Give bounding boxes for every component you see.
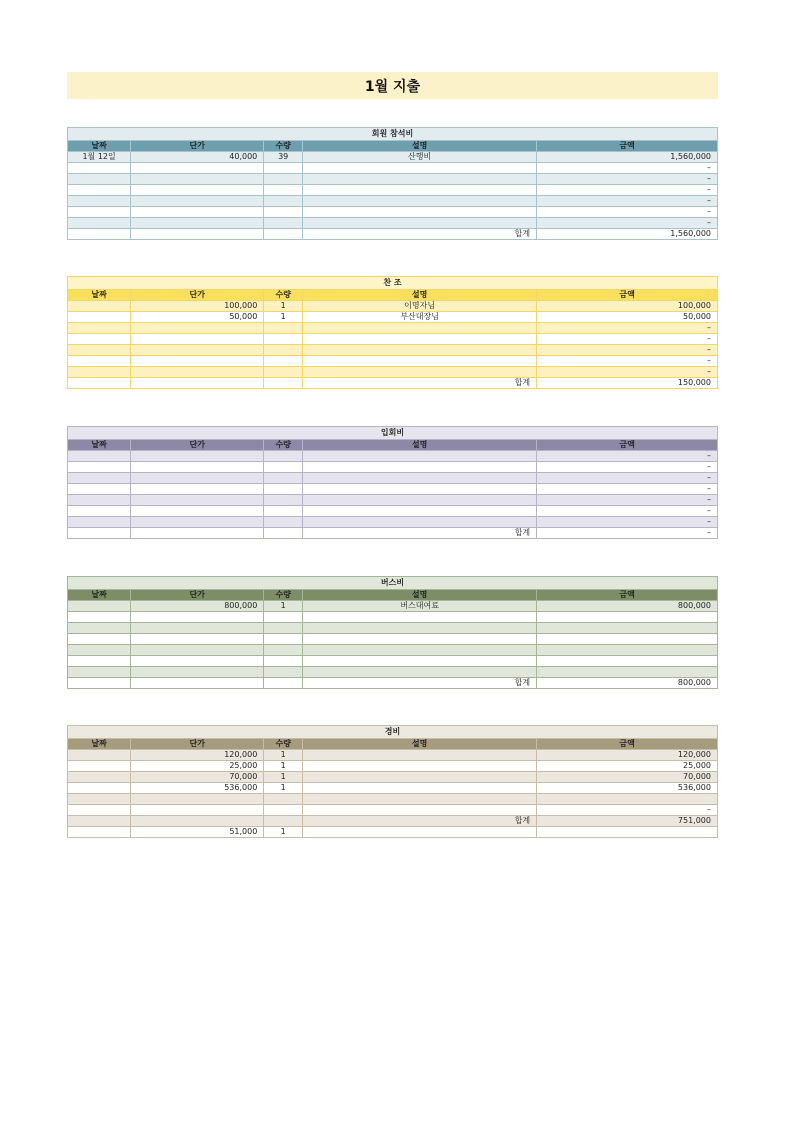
cell-date <box>68 805 131 816</box>
header-desc: 설명 <box>303 440 537 451</box>
cell-amount <box>537 645 718 656</box>
cell-date: 1월 12일 <box>68 152 131 163</box>
cell-date <box>68 301 131 312</box>
total-label: 합계 <box>303 378 537 389</box>
table-row <box>68 750 718 761</box>
cell-amount: 100,000 <box>537 301 718 312</box>
header-date: 날짜 <box>68 141 131 152</box>
table-row <box>68 473 718 484</box>
cell-desc <box>303 783 537 794</box>
cell-amount: – <box>537 495 718 506</box>
cell-price <box>131 484 264 495</box>
cell-qty <box>264 645 303 656</box>
cell-amount: – <box>537 367 718 378</box>
cell-qty <box>264 473 303 484</box>
section-expenses <box>67 725 718 838</box>
table-row <box>68 367 718 378</box>
cell-amount: 800,000 <box>537 601 718 612</box>
cell-desc <box>303 218 537 229</box>
cell-date <box>68 783 131 794</box>
table-row <box>68 356 718 367</box>
cell-date <box>68 667 131 678</box>
cell-desc <box>303 761 537 772</box>
total-amount: 751,000 <box>537 816 718 827</box>
section-title: 입회비 <box>68 427 718 440</box>
cell-date <box>68 623 131 634</box>
header-amount: 금액 <box>537 739 718 750</box>
cell-qty <box>264 517 303 528</box>
cell-desc <box>303 163 537 174</box>
cell-amount: 25,000 <box>537 761 718 772</box>
table-row <box>68 601 718 612</box>
header-amount: 금액 <box>537 440 718 451</box>
cell-desc: 부산대장님 <box>303 312 537 323</box>
cell-qty <box>264 623 303 634</box>
header-amount: 금액 <box>537 141 718 152</box>
cell-price <box>131 356 264 367</box>
table-row <box>68 451 718 462</box>
cell-amount <box>537 667 718 678</box>
table-row <box>68 218 718 229</box>
expense-table <box>67 127 718 240</box>
header-row <box>68 290 718 301</box>
cell-amount: 1,560,000 <box>537 152 718 163</box>
header-row <box>68 739 718 750</box>
section-bus-fee <box>67 576 718 689</box>
header-date: 날짜 <box>68 590 131 601</box>
cell-date <box>68 451 131 462</box>
cell-price: 536,000 <box>131 783 264 794</box>
cell-amount <box>537 612 718 623</box>
cell-desc <box>303 794 537 805</box>
table-row <box>68 196 718 207</box>
table-row <box>68 334 718 345</box>
cell-amount: – <box>537 323 718 334</box>
table-row <box>68 772 718 783</box>
cell-desc <box>303 345 537 356</box>
cell-qty <box>264 334 303 345</box>
table-row <box>68 612 718 623</box>
header-row <box>68 141 718 152</box>
total-amount: – <box>537 528 718 539</box>
header-date: 날짜 <box>68 290 131 301</box>
total-amount: 150,000 <box>537 378 718 389</box>
cell-desc <box>303 174 537 185</box>
cell-desc: 버스대여료 <box>303 601 537 612</box>
cell-amount: – <box>537 506 718 517</box>
cell-desc <box>303 772 537 783</box>
table-row <box>68 323 718 334</box>
cell-date <box>68 218 131 229</box>
cell-price <box>131 323 264 334</box>
table-row <box>68 794 718 805</box>
cell-qty: 1 <box>264 827 303 838</box>
header-qty: 수량 <box>264 440 303 451</box>
section-title: 회원 참석비 <box>68 128 718 141</box>
section-sponsorship <box>67 276 718 389</box>
cell-amount: – <box>537 473 718 484</box>
cell-amount: – <box>537 462 718 473</box>
table-row <box>68 345 718 356</box>
cell-price <box>131 218 264 229</box>
cell-price <box>131 794 264 805</box>
cell-date <box>68 462 131 473</box>
cell-date <box>68 601 131 612</box>
header-price: 단가 <box>131 141 264 152</box>
header-desc: 설명 <box>303 590 537 601</box>
cell-qty <box>264 356 303 367</box>
cell-price: 800,000 <box>131 601 264 612</box>
table-row <box>68 163 718 174</box>
cell-price: 40,000 <box>131 152 264 163</box>
cell-desc <box>303 334 537 345</box>
cell-price <box>131 506 264 517</box>
cell-qty: 1 <box>264 772 303 783</box>
total-label: 합계 <box>303 678 537 689</box>
cell-desc <box>303 185 537 196</box>
cell-price <box>131 645 264 656</box>
cell-price <box>131 185 264 196</box>
section-entry-fee <box>67 426 718 539</box>
cell-qty: 1 <box>264 301 303 312</box>
cell-desc <box>303 484 537 495</box>
cell-date <box>68 163 131 174</box>
table-row <box>68 667 718 678</box>
cell-date <box>68 484 131 495</box>
cell-price <box>131 207 264 218</box>
cell-date <box>68 334 131 345</box>
cell-qty <box>264 506 303 517</box>
cell-price: 25,000 <box>131 761 264 772</box>
cell-qty <box>264 634 303 645</box>
cell-date <box>68 345 131 356</box>
cell-price <box>131 612 264 623</box>
expense-table <box>67 576 718 689</box>
cell-desc <box>303 207 537 218</box>
cell-amount: 120,000 <box>537 750 718 761</box>
cell-amount: 536,000 <box>537 783 718 794</box>
cell-price <box>131 367 264 378</box>
cell-amount <box>537 656 718 667</box>
cell-price <box>131 656 264 667</box>
cell-price <box>131 451 264 462</box>
cell-price: 50,000 <box>131 312 264 323</box>
cell-qty: 1 <box>264 601 303 612</box>
table-row <box>68 462 718 473</box>
cell-price <box>131 634 264 645</box>
cell-date <box>68 827 131 838</box>
total-label: 합계 <box>303 528 537 539</box>
cell-desc <box>303 323 537 334</box>
cell-price <box>131 345 264 356</box>
cell-date <box>68 772 131 783</box>
cell-amount: – <box>537 517 718 528</box>
cell-date <box>68 506 131 517</box>
table-row <box>68 783 718 794</box>
cell-price <box>131 462 264 473</box>
cell-amount: – <box>537 356 718 367</box>
cell-qty <box>264 174 303 185</box>
expense-table <box>67 426 718 539</box>
total-row <box>68 816 718 827</box>
cell-amount: 70,000 <box>537 772 718 783</box>
cell-desc <box>303 827 537 838</box>
table-row <box>68 484 718 495</box>
cell-desc <box>303 367 537 378</box>
cell-price <box>131 334 264 345</box>
header-desc: 설명 <box>303 290 537 301</box>
cell-amount <box>537 794 718 805</box>
cell-desc <box>303 356 537 367</box>
cell-qty <box>264 462 303 473</box>
cell-qty <box>264 794 303 805</box>
header-row <box>68 440 718 451</box>
cell-qty <box>264 185 303 196</box>
cell-date <box>68 367 131 378</box>
section-title: 경비 <box>68 726 718 739</box>
cell-price: 120,000 <box>131 750 264 761</box>
cell-qty <box>264 805 303 816</box>
table-row <box>68 185 718 196</box>
cell-price: 51,000 <box>131 827 264 838</box>
cell-qty <box>264 612 303 623</box>
total-amount: 1,560,000 <box>537 229 718 240</box>
cell-amount <box>537 827 718 838</box>
table-row <box>68 656 718 667</box>
header-amount: 금액 <box>537 290 718 301</box>
table-row <box>68 506 718 517</box>
total-row <box>68 678 718 689</box>
table-row <box>68 495 718 506</box>
expense-table <box>67 725 718 838</box>
cell-amount <box>537 623 718 634</box>
cell-price: 70,000 <box>131 772 264 783</box>
total-row <box>68 378 718 389</box>
page-title: 1월 지출 <box>67 72 718 99</box>
cell-amount: – <box>537 207 718 218</box>
total-amount: 800,000 <box>537 678 718 689</box>
cell-price <box>131 517 264 528</box>
cell-price: 100,000 <box>131 301 264 312</box>
header-desc: 설명 <box>303 141 537 152</box>
cell-date <box>68 656 131 667</box>
table-row <box>68 312 718 323</box>
cell-amount: – <box>537 185 718 196</box>
cell-date <box>68 356 131 367</box>
cell-qty <box>264 667 303 678</box>
cell-date <box>68 174 131 185</box>
cell-qty <box>264 656 303 667</box>
cell-qty <box>264 484 303 495</box>
cell-date <box>68 495 131 506</box>
cell-qty: 1 <box>264 312 303 323</box>
cell-desc <box>303 667 537 678</box>
table-row <box>68 301 718 312</box>
table-row <box>68 827 718 838</box>
cell-desc <box>303 634 537 645</box>
cell-desc <box>303 196 537 207</box>
section-title: 찬 조 <box>68 277 718 290</box>
cell-date <box>68 473 131 484</box>
cell-date <box>68 185 131 196</box>
cell-desc <box>303 495 537 506</box>
cell-amount <box>537 634 718 645</box>
header-price: 단가 <box>131 590 264 601</box>
total-row <box>68 229 718 240</box>
cell-date <box>68 207 131 218</box>
section-title: 버스비 <box>68 577 718 590</box>
header-price: 단가 <box>131 290 264 301</box>
cell-amount: – <box>537 218 718 229</box>
cell-qty <box>264 207 303 218</box>
header-qty: 수량 <box>264 290 303 301</box>
table-row <box>68 805 718 816</box>
cell-amount: – <box>537 196 718 207</box>
cell-qty <box>264 451 303 462</box>
cell-desc <box>303 656 537 667</box>
cell-date <box>68 634 131 645</box>
header-qty: 수량 <box>264 739 303 750</box>
cell-date <box>68 612 131 623</box>
header-row <box>68 590 718 601</box>
cell-amount: – <box>537 805 718 816</box>
total-row <box>68 528 718 539</box>
table-row <box>68 517 718 528</box>
cell-desc <box>303 750 537 761</box>
cell-qty <box>264 495 303 506</box>
cell-amount: – <box>537 163 718 174</box>
cell-date <box>68 761 131 772</box>
table-row <box>68 623 718 634</box>
cell-amount: 50,000 <box>537 312 718 323</box>
cell-qty: 39 <box>264 152 303 163</box>
cell-amount: – <box>537 345 718 356</box>
header-qty: 수량 <box>264 141 303 152</box>
cell-amount: – <box>537 334 718 345</box>
cell-date <box>68 794 131 805</box>
cell-date <box>68 196 131 207</box>
table-row <box>68 645 718 656</box>
cell-desc <box>303 506 537 517</box>
cell-desc <box>303 517 537 528</box>
cell-desc: 산행비 <box>303 152 537 163</box>
cell-qty <box>264 196 303 207</box>
cell-desc <box>303 451 537 462</box>
section-member-fee <box>67 127 718 240</box>
header-price: 단가 <box>131 440 264 451</box>
header-price: 단가 <box>131 739 264 750</box>
cell-amount: – <box>537 174 718 185</box>
cell-qty: 1 <box>264 761 303 772</box>
table-row <box>68 634 718 645</box>
cell-date <box>68 517 131 528</box>
header-date: 날짜 <box>68 739 131 750</box>
cell-date <box>68 750 131 761</box>
cell-price <box>131 196 264 207</box>
table-row <box>68 207 718 218</box>
header-qty: 수량 <box>264 590 303 601</box>
header-desc: 설명 <box>303 739 537 750</box>
total-label: 합계 <box>303 816 537 827</box>
cell-desc <box>303 612 537 623</box>
expense-table <box>67 276 718 389</box>
cell-price <box>131 495 264 506</box>
cell-desc <box>303 462 537 473</box>
cell-qty: 1 <box>264 750 303 761</box>
cell-date <box>68 323 131 334</box>
cell-desc <box>303 473 537 484</box>
cell-date <box>68 645 131 656</box>
cell-price <box>131 174 264 185</box>
cell-price <box>131 163 264 174</box>
cell-price <box>131 623 264 634</box>
cell-qty <box>264 163 303 174</box>
cell-desc <box>303 805 537 816</box>
cell-price <box>131 667 264 678</box>
table-row <box>68 152 718 163</box>
cell-desc <box>303 623 537 634</box>
cell-amount: – <box>537 451 718 462</box>
table-row <box>68 761 718 772</box>
cell-amount: – <box>537 484 718 495</box>
cell-qty <box>264 218 303 229</box>
cell-qty <box>264 345 303 356</box>
cell-desc <box>303 645 537 656</box>
cell-price <box>131 805 264 816</box>
cell-date <box>68 312 131 323</box>
cell-qty: 1 <box>264 783 303 794</box>
cell-qty <box>264 367 303 378</box>
total-label: 합계 <box>303 229 537 240</box>
header-amount: 금액 <box>537 590 718 601</box>
cell-price <box>131 473 264 484</box>
cell-desc: 이명자님 <box>303 301 537 312</box>
cell-qty <box>264 323 303 334</box>
header-date: 날짜 <box>68 440 131 451</box>
table-row <box>68 174 718 185</box>
